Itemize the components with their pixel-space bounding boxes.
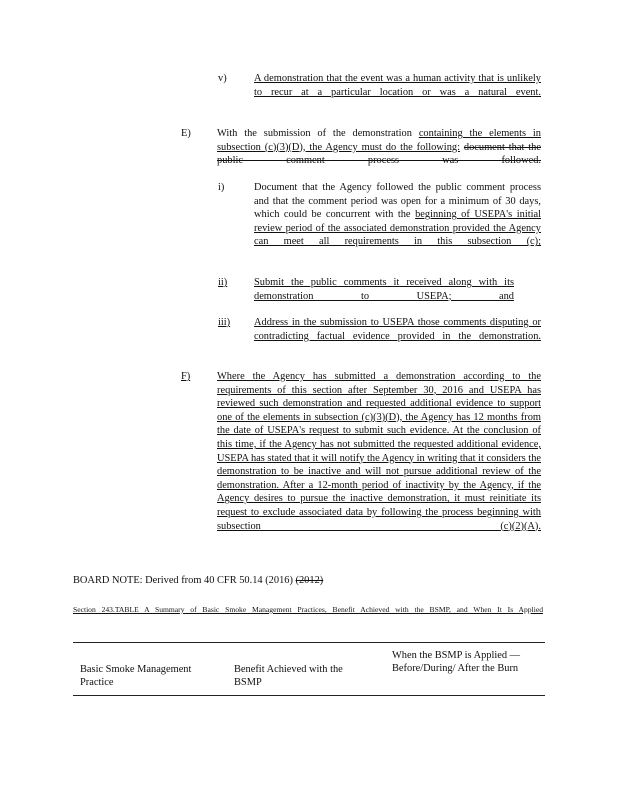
table-title: Section 243.TABLE A Summary of Basic Smoke Management Practices, Benefit Achieved with the BSMP, and When It Is Applied xyxy=(73,605,543,614)
subitem-iii-text: Address in the submission to USEPA those comments disputing or contradicting factual evidence provided in the demonstration. xyxy=(254,317,541,342)
item-e-text xyxy=(217,127,541,181)
table-header-practice: Basic Smoke Management Practice xyxy=(80,664,192,689)
item-v-text: A demonstration that the event was a human activity that is unlikely to recur at a particular location or was a natural event. xyxy=(254,73,541,98)
item-v-label: v) xyxy=(218,73,227,84)
item-e-label: E) xyxy=(181,128,191,139)
subitem-ii-text: Submit the public comments it received along with its demonstration to USEPA; and xyxy=(254,277,514,302)
table-bottom-rule xyxy=(73,695,545,696)
table-header-when: When the BSMP is Applied — Before/During/ After the Burn xyxy=(392,650,521,675)
item-e-text-deleted: document that the public comment process was followed. xyxy=(217,141,541,167)
item-f-text: Where the Agency has submitted a demonstration according to the requirements of this section after September 30, 2016 and USEPA has reviewed such demonstration and requested additional evidence to support one of the elements in subsection (c)(3)(D), the Agency has 12 months from the date of USEPA's request to submit such evidence. At the conclusion of this time, if the Agency has not submitted the requested additional evidence, USEPA has stated that it will notify the Agency in writing that it considers the demonstration to be inactive and will not pursue additional review of the demonstration. After a 12-month period of inactivity by the Agency, if the Agency desires to pursue the inactive demonstration, it must reinitiate its request to exclude associated data by following the process beginning with subsection (c)(2)(A). xyxy=(217,371,542,532)
item-e-text-plain: With the submission of the demonstration xyxy=(217,128,419,139)
board-note xyxy=(73,574,543,588)
item-f-label: F) xyxy=(181,371,191,382)
board-note-text: BOARD NOTE: Derived from 40 CFR 50.14 (2016) xyxy=(73,575,296,586)
table-top-rule xyxy=(73,642,545,643)
item-e-text-inserted: containing the elements in subsection (c)(3)(D), the Agency must do the following: xyxy=(217,128,541,153)
subitem-i-text-inserted: beginning of USEPA's initial review period of the associated demonstration provided the Agency can meet all requirements in this subsection (c); xyxy=(254,209,542,248)
board-note-deleted: (2012) xyxy=(295,575,324,586)
subitem-i-text xyxy=(254,181,541,263)
table-header-benefit: Benefit Achieved with the BSMP xyxy=(234,664,343,689)
subitem-i-label: i) xyxy=(218,182,225,193)
subitem-ii-label: ii) xyxy=(218,277,228,288)
subitem-iii-label: iii) xyxy=(218,317,231,328)
subitem-i-text-plain: Document that the Agency followed the public comment process and that the comment period was open for a minimum of 30 days, which could be concurrent with the xyxy=(254,182,541,221)
